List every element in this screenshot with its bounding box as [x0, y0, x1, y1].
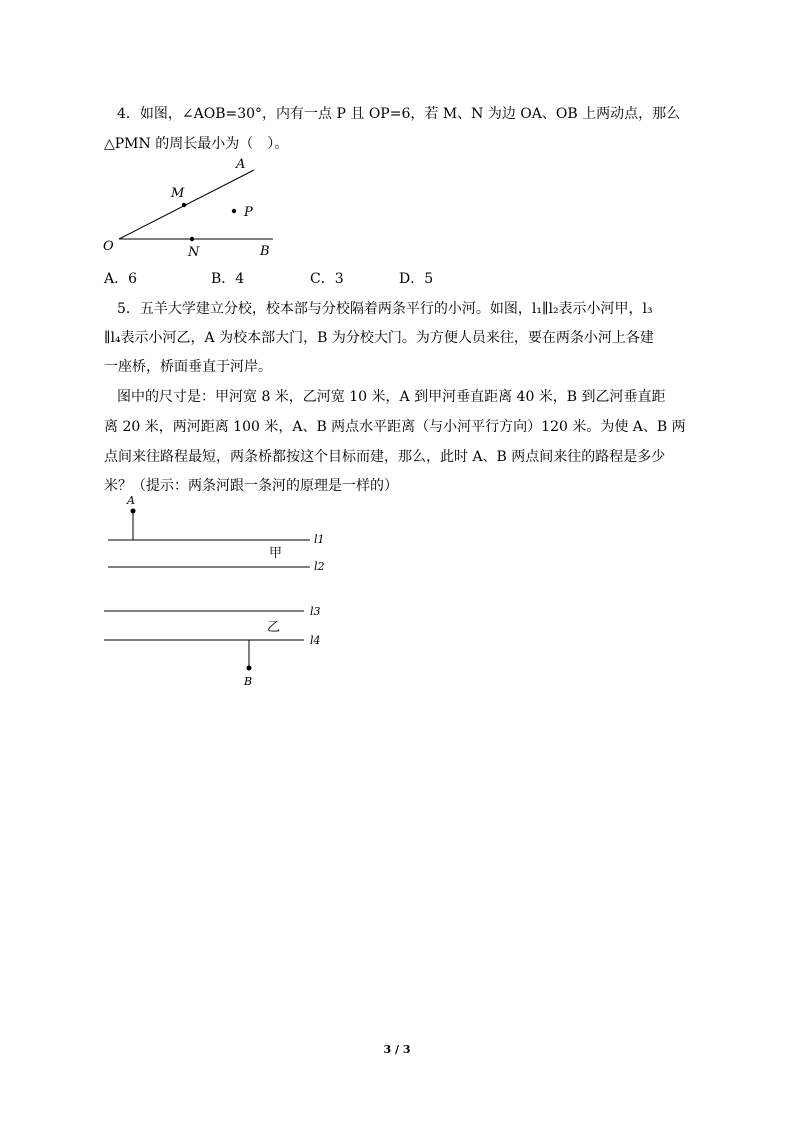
q5-p2-line-4: 米？（提示：两条河跟一条河的原理是一样的） — [104, 478, 398, 494]
label-river-jia: 甲 — [269, 546, 283, 561]
point-m — [182, 203, 186, 207]
q5-p2-line-1: 图中的尺寸是：甲河宽 8 米，乙河宽 10 米，A 到甲河垂直距离 40 米，B 到乙河垂直距 — [117, 389, 666, 405]
choice-b: B．4 — [211, 271, 245, 287]
rivers-figure — [104, 494, 325, 688]
label-a: A — [127, 494, 135, 507]
choice-c: C．3 — [310, 271, 344, 287]
label-a: A — [236, 157, 246, 172]
label-l4: l4 — [310, 634, 321, 647]
q5-p1-line-1: 5．五羊大学建立分校，校本部与分校隔着两条平行的小河。如图，l₁∥l₂表示小河甲，l₃ — [117, 301, 653, 317]
label-o: O — [103, 239, 114, 254]
label-l3: l3 — [310, 605, 321, 618]
angle-figure — [103, 157, 273, 260]
choice-a: A．6 — [104, 271, 138, 287]
point-b — [247, 666, 252, 671]
q4-line-2: △PMN 的周长最小为（ ）。 — [104, 136, 289, 152]
label-p: P — [244, 205, 253, 220]
label-b: B — [260, 244, 270, 259]
label-l1: l1 — [314, 533, 325, 546]
label-l2: l2 — [314, 560, 325, 573]
point-p — [232, 209, 236, 213]
page-number: 3 / 3 — [383, 1043, 411, 1056]
label-river-yi: 乙 — [267, 620, 281, 635]
point-a — [131, 509, 136, 514]
q5-p2-line-2: 离 20 米，两河距离 100 米，A、B 两点水平距离（与小河平行方向）120 米。为使 A、B 两 — [104, 419, 686, 435]
q5-p1-line-2: ∥l₄表示小河乙，A 为校本部大门，B 为分校大门。为方便人员来往，要在两条小河上各建 — [104, 330, 654, 346]
label-m: M — [171, 186, 185, 201]
point-n — [190, 237, 194, 241]
q5-p1-line-3: 一座桥，桥面垂直于河岸。 — [104, 359, 272, 375]
q5-p2-line-3: 点间来往路程最短，两条桥都按这个目标而建，那么，此时 A、B 两点间来往的路程是多少 — [104, 449, 666, 465]
label-b: B — [244, 675, 253, 688]
label-n: N — [188, 245, 200, 260]
ray-oa — [119, 170, 254, 239]
q4-line-1: 4．如图，∠AOB=30°，内有一点 P 且 OP=6，若 M、N 为边 OA、OB 上两动点，那么 — [117, 106, 681, 122]
choice-d: D．5 — [399, 271, 434, 287]
